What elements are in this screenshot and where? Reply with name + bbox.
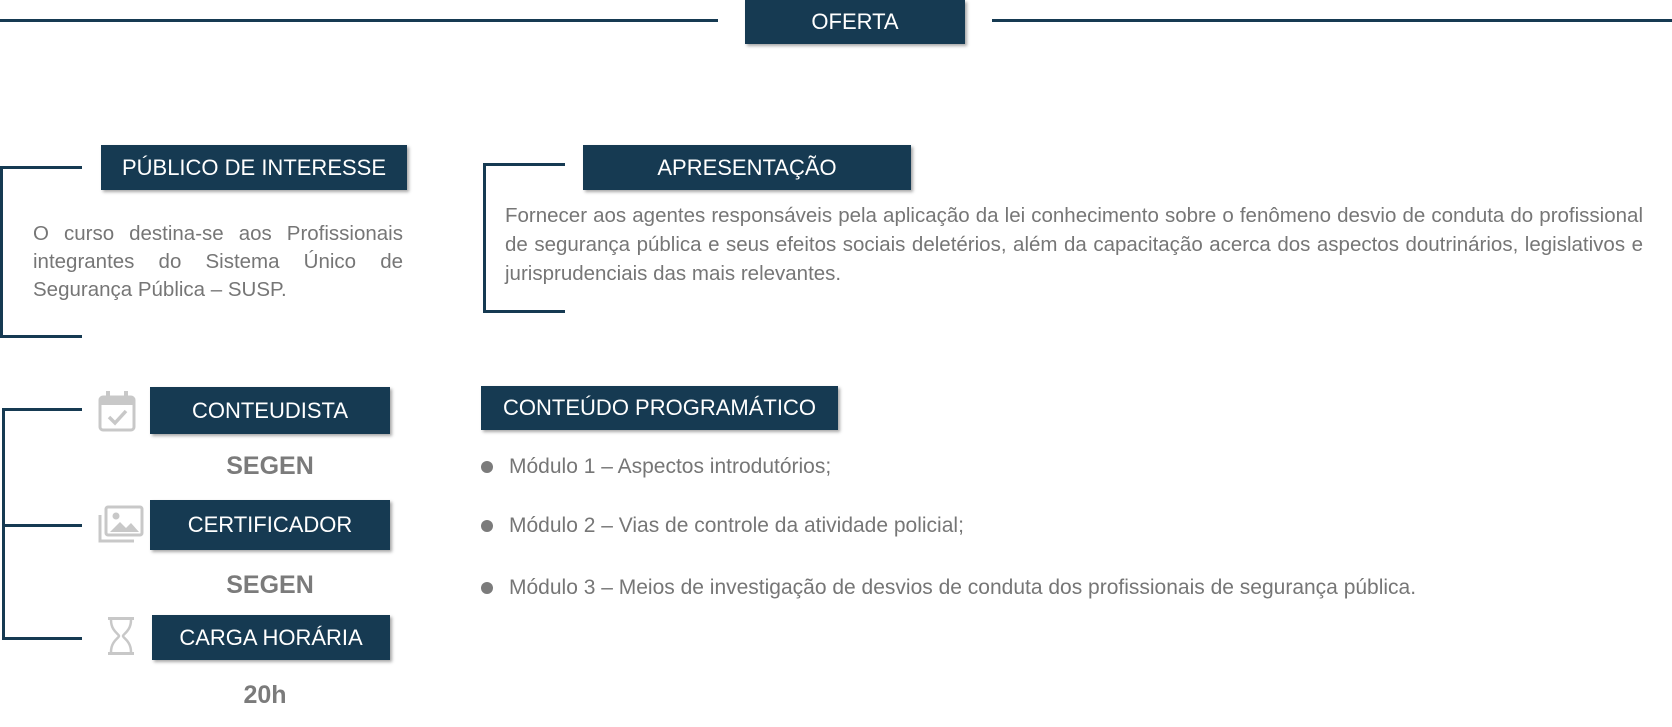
module-1-text: Módulo 1 – Aspectos introdutórios;: [509, 455, 832, 478]
info-bracket-middle: [2, 524, 82, 527]
apresentacao-header: APRESENTAÇÃO: [583, 145, 911, 190]
certificador-value: SEGEN: [226, 571, 314, 599]
top-rule-right: [992, 19, 1672, 22]
info-bracket-bottom: [2, 637, 82, 640]
list-item: [481, 576, 1416, 600]
apresentacao-bracket-bottom: [483, 310, 565, 313]
conteudista-header: CONTEUDISTA: [150, 387, 390, 434]
top-rule-left: [0, 19, 718, 22]
carga-header: CARGA HORÁRIA: [152, 615, 390, 660]
publico-bracket-top: [0, 166, 82, 169]
certificador-header: CERTIFICADOR: [150, 500, 390, 550]
publico-bracket-bottom: [0, 335, 82, 338]
apresentacao-text: Fornecer aos agentes responsáveis pela aplicação da lei conhecimento sobre o fenômeno desvio de conduta do profissional de segurança pública e seus efeitos sociais deletérios, além da capacitação acerca dos aspectos doutrinários, legislativos e jurisprudenciais das mais relevantes.: [505, 204, 1643, 285]
module-3-text: Módulo 3 – Meios de investigação de desvios de conduta dos profissionais de segurança pública.: [509, 576, 1417, 599]
oferta-title: OFERTA: [745, 0, 965, 44]
bullet-icon: [481, 520, 493, 532]
publico-text: O curso destina-se aos Profissionais integrantes do Sistema Único de Segurança Pública – SUSP.: [33, 222, 403, 301]
bullet-icon: [481, 582, 493, 594]
publico-bracket-side: [0, 166, 3, 338]
publico-header: PÚBLICO DE INTERESSE: [101, 145, 407, 190]
list-item: [481, 455, 831, 479]
apresentacao-bracket-side: [483, 163, 486, 313]
carga-value: 20h: [243, 681, 287, 709]
images-icon: [96, 505, 144, 545]
bullet-icon: [481, 461, 493, 473]
apresentacao-bracket-top: [483, 163, 565, 166]
list-item: [481, 514, 964, 538]
hourglass-icon: [106, 615, 136, 657]
info-bracket-top: [2, 408, 82, 411]
programatico-header: CONTEÚDO PROGRAMÁTICO: [481, 386, 838, 430]
calendar-check-icon: [98, 390, 136, 432]
module-2-text: Módulo 2 – Vias de controle da atividade policial;: [509, 514, 964, 537]
conteudista-value: SEGEN: [226, 452, 314, 480]
